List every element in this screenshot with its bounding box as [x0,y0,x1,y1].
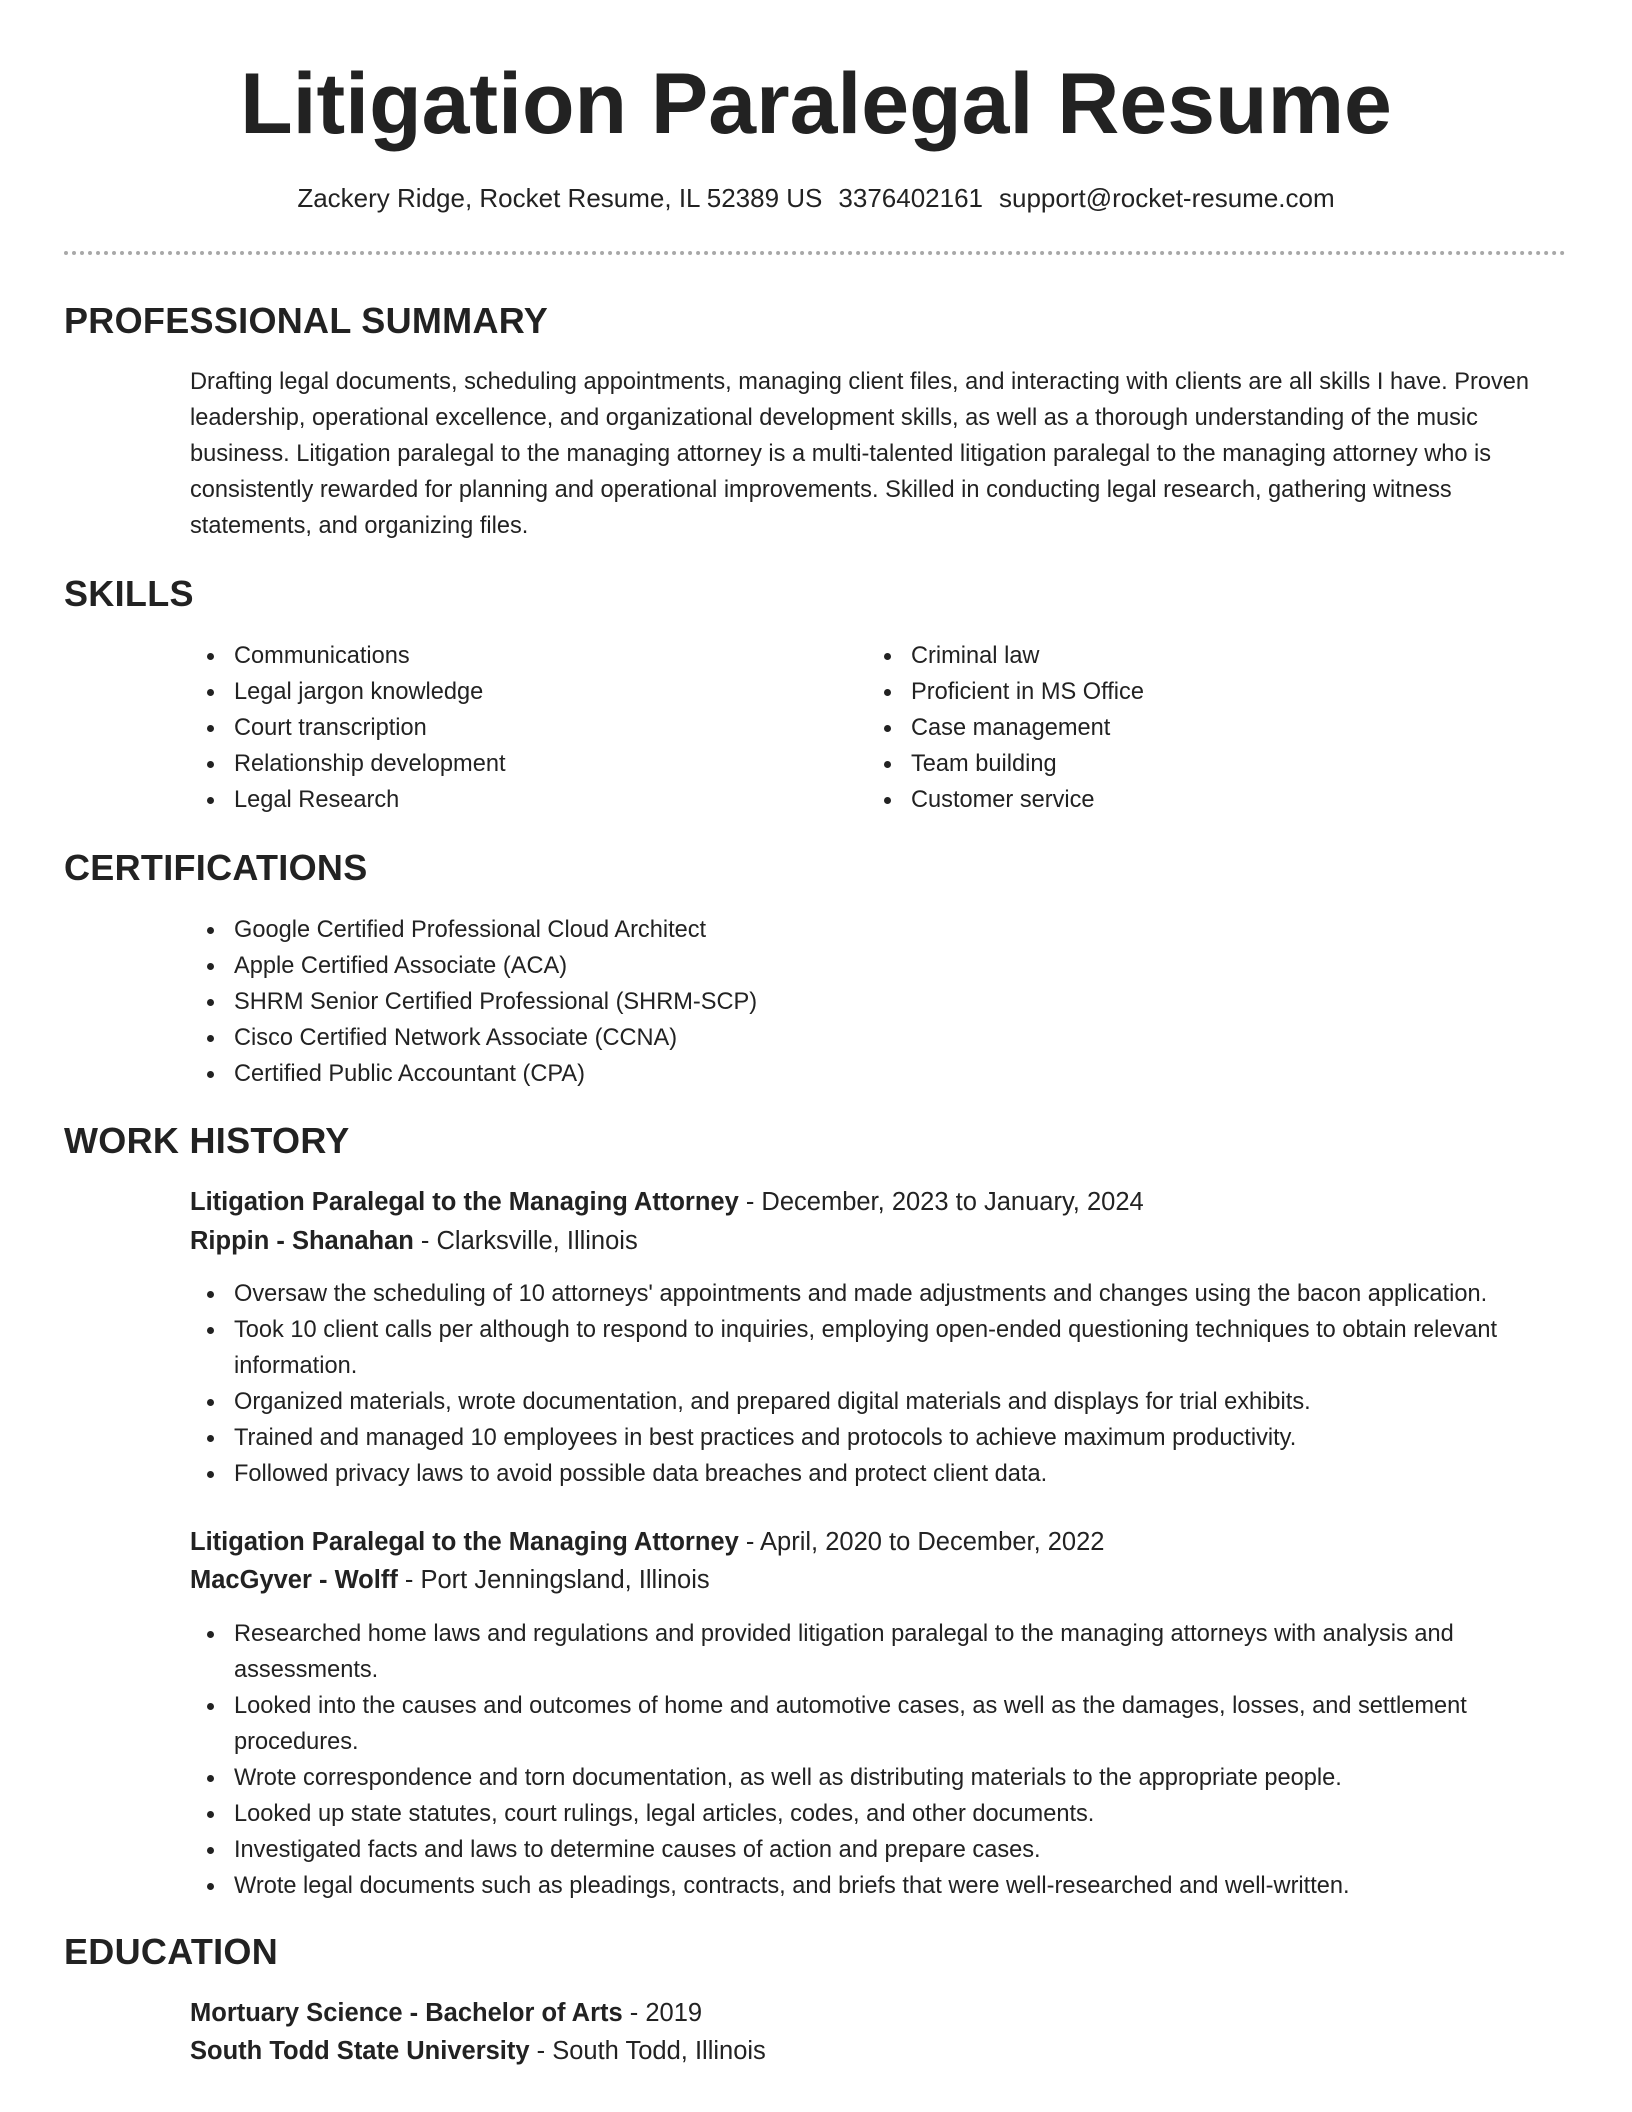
skill-item: Communications [190,638,790,674]
job-2-bullets [190,1616,1570,1904]
job-dates: - December, 2023 to January, 2024 [738,1188,1144,1216]
job-bullet: Looked into the causes and outcomes of home and automotive cases, as well as the damages, losses, and settlement procedures. [190,1688,1570,1760]
job-bullet: Wrote legal documents such as pleadings, contracts, and briefs that were well-researched and well-written. [190,1868,1570,1904]
education-heading: EDUCATION [64,1931,279,1972]
job-bullet: Investigated facts and laws to determine causes of action and prepare cases. [190,1832,1570,1868]
skill-item: Criminal law [867,638,1467,674]
job-bullet: Organized materials, wrote documentation, and prepared digital materials and displays for trial exhibits. [190,1384,1570,1420]
job-bullet: Followed privacy laws to avoid possible data breaches and protect client data. [190,1456,1570,1492]
skills-heading: SKILLS [64,573,194,614]
certification-item: Google Certified Professional Cloud Architect [190,912,1570,948]
skills-list-right [867,638,1467,818]
job-company: MacGyver - Wolff [190,1566,398,1594]
education-location: - South Todd, Illinois [529,2037,766,2065]
job-2-company-line [190,1561,710,1599]
skill-item: Legal jargon knowledge [190,674,790,710]
job-1-bullets [190,1276,1570,1492]
education-school-line [190,2032,766,2070]
job-bullet: Trained and managed 10 employees in best practices and protocols to achieve maximum productivity. [190,1420,1570,1456]
skill-item: Relationship development [190,746,790,782]
certification-item: SHRM Senior Certified Professional (SHRM-SCP) [190,984,1570,1020]
certification-item: Apple Certified Associate (ACA) [190,948,1570,984]
skill-item: Legal Research [190,782,790,818]
resume-title: Litigation Paralegal Resume [240,56,1392,152]
skill-item: Court transcription [190,710,790,746]
job-dates: - April, 2020 to December, 2022 [738,1528,1105,1556]
contact-email: support@rocket-resume.com [999,183,1335,213]
skill-item: Customer service [867,782,1467,818]
skill-item: Proficient in MS Office [867,674,1467,710]
job-title: Litigation Paralegal to the Managing Attorney [190,1528,739,1556]
job-bullet: Researched home laws and regulations and provided litigation paralegal to the managing attorneys with analysis and assessments. [190,1616,1570,1688]
skill-item: Team building [867,746,1467,782]
certifications-heading: CERTIFICATIONS [64,847,368,888]
certifications-list [190,912,1570,1092]
job-location: - Port Jenningsland, Illinois [397,1566,710,1594]
job-bullet: Oversaw the scheduling of 10 attorneys' appointments and made adjustments and changes using the bacon application. [190,1276,1570,1312]
header-divider [64,251,1566,255]
education-year: - 2019 [622,1999,703,2027]
job-1-company-line [190,1222,638,1260]
job-company: Rippin - Shanahan [190,1227,414,1255]
education-degree-line [190,1994,702,2032]
job-title: Litigation Paralegal to the Managing Attorney [190,1188,739,1216]
job-bullet: Looked up state statutes, court rulings, legal articles, codes, and other documents. [190,1796,1570,1832]
contact-phone: 3376402161 [838,183,984,213]
job-bullet: Wrote correspondence and torn documentation, as well as distributing materials to the appropriate people. [190,1760,1570,1796]
skill-item: Case management [867,710,1467,746]
skills-list-left [190,638,790,818]
job-location: - Clarksville, Illinois [413,1227,638,1255]
education-degree: Mortuary Science - Bachelor of Arts [190,1999,623,2027]
summary-heading: PROFESSIONAL SUMMARY [64,300,549,341]
certification-item: Cisco Certified Network Associate (CCNA) [190,1020,1570,1056]
job-bullet: Took 10 client calls per although to respond to inquiries, employing open-ended questioning techniques to obtain relevant information. [190,1312,1570,1384]
summary-text: Drafting legal documents, scheduling appointments, managing client files, and interacting with clients are all skills I have. Proven leadership, operational excellence, and organizational development skills, as well as a thorough understanding of the music business. Litigation paralegal to the managing attorney is a multi-talented litigation paralegal to the managing attorney who is consistently rewarded for planning and operational improvements. Skilled in conducting legal research, gathering witness statements, and organizing files. [190,369,1530,539]
certification-item: Certified Public Accountant (CPA) [190,1056,1570,1092]
work-heading: WORK HISTORY [64,1120,350,1161]
contact-address: Zackery Ridge, Rocket Resume, IL 52389 US [297,183,823,213]
education-school: South Todd State University [190,2037,530,2065]
job-1-title-line [190,1183,1144,1221]
job-2-title-line [190,1523,1104,1561]
contact-line [0,180,1632,216]
